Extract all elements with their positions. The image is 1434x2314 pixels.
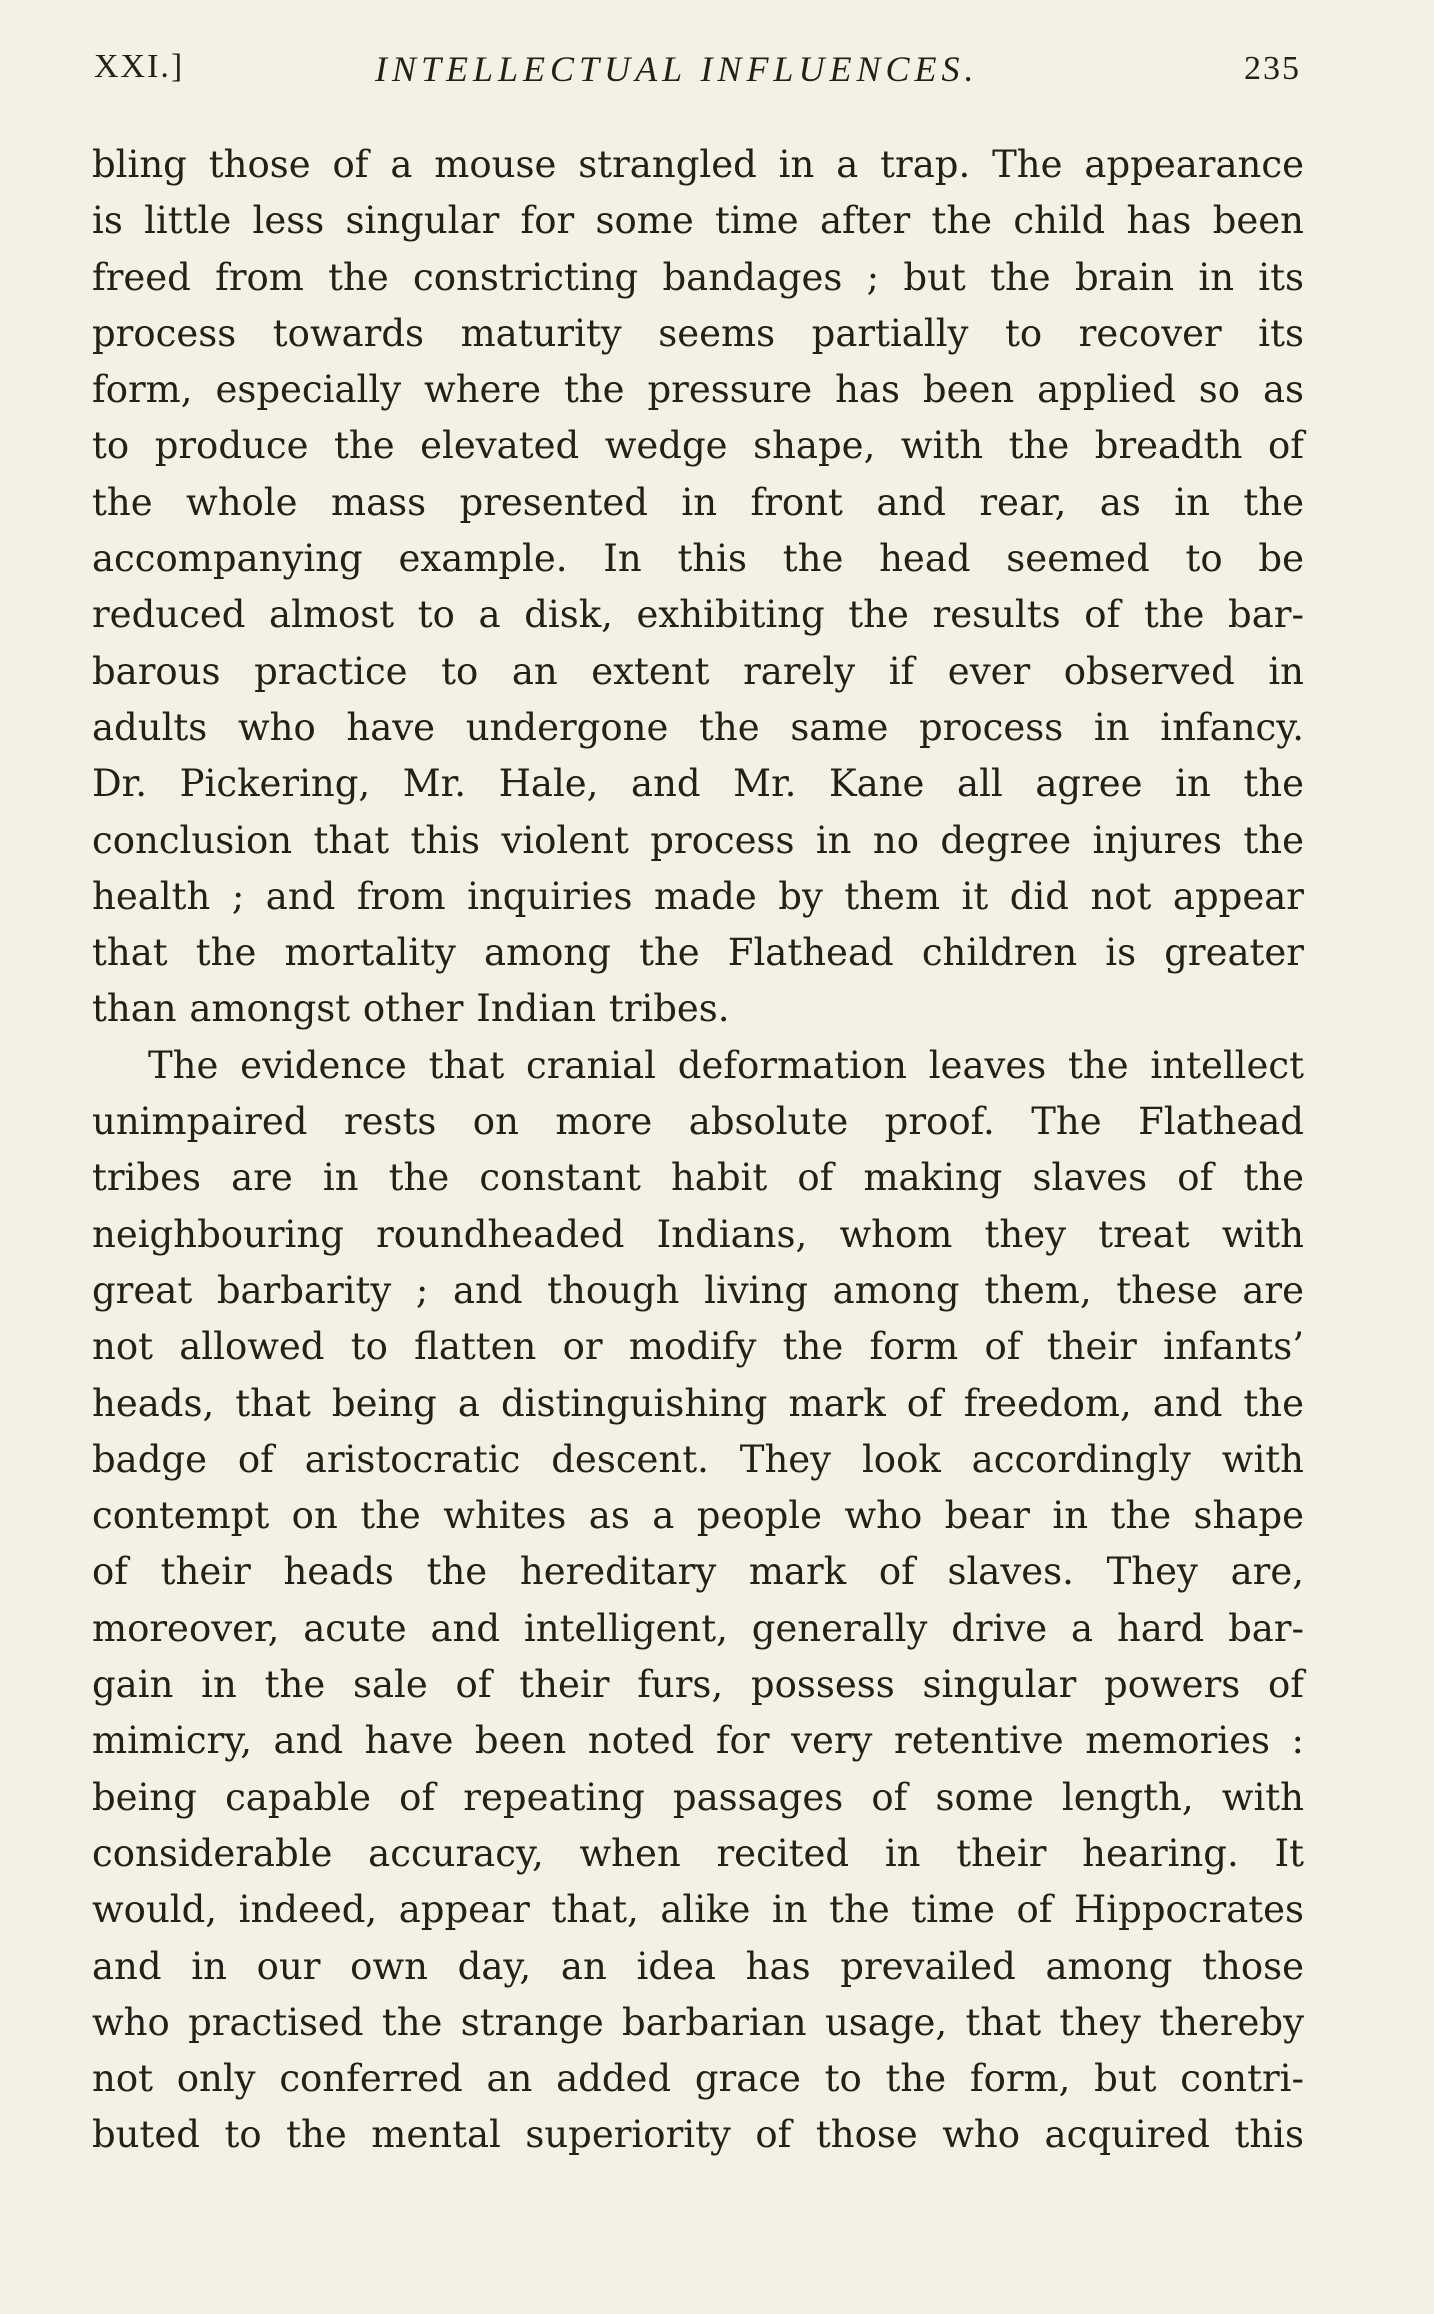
text-line: moreover, acute and intelligent, generally drive a hard bar-: [92, 1606, 1304, 1650]
text-line: accompanying example. In this the head seemed to be: [92, 537, 1304, 581]
text-line: adults who have undergone the same process in infancy.: [92, 705, 1304, 749]
text-line: would, indeed, appear that, alike in the time of Hippocrates: [92, 1888, 1304, 1932]
text-line: is little less singular for some time after the child has been: [92, 199, 1304, 243]
text-line: buted to the mental superiority of those who acquired this: [92, 2113, 1304, 2157]
text-line: considerable accuracy, when recited in their hearing. It: [92, 1831, 1304, 1875]
text-line: to produce the elevated wedge shape, with the breadth of: [92, 424, 1304, 468]
text-line: neighbouring roundheaded Indians, whom they treat with: [92, 1212, 1304, 1256]
running-head: [0, 44, 1434, 104]
running-title: INTELLECTUAL INFLUENCES.: [375, 49, 979, 89]
text-line: reduced almost to a disk, exhibiting the results of the bar-: [92, 593, 1304, 637]
text-line: conclusion that this violent process in no degree injures the: [92, 818, 1304, 862]
text-line: bling those of a mouse strangled in a trap. The appearance: [92, 143, 1304, 186]
text-line: badge of aristocratic descent. They look accordingly with: [92, 1437, 1304, 1481]
text-line: gain in the sale of their furs, possess singular powers of: [92, 1663, 1304, 1707]
paragraph-end-line: than amongst other Indian tribes.: [92, 987, 730, 1031]
text-line: not allowed to flatten or modify the form of their infants’: [92, 1325, 1304, 1369]
text-line: tribes are in the constant habit of making slaves of the: [92, 1156, 1304, 1200]
text-line: barous practice to an extent rarely if ever observed in: [92, 649, 1304, 693]
text-line: great barbarity ; and though living among them, these are: [92, 1268, 1304, 1312]
paragraph-first-line: The evidence that cranial deformation leaves the intellect: [148, 1043, 1304, 1087]
text-line: form, especially where the pressure has been applied so as: [92, 368, 1304, 412]
text-line: that the mortality among the Flathead children is greater: [92, 931, 1304, 975]
text-line: and in our own day, an idea has prevailed among those: [92, 1944, 1304, 1988]
text-line: who practised the strange barbarian usage, that they thereby: [92, 2000, 1304, 2044]
page-number: 235: [1244, 50, 1301, 87]
text-line: mimicry, and have been noted for very retentive memories :: [92, 1719, 1304, 1763]
body-text: [92, 137, 1304, 2164]
text-line: freed from the constricting bandages ; but the brain in its: [92, 255, 1304, 299]
text-line: unimpaired rests on more absolute proof. The Flathead: [92, 1100, 1304, 1144]
text-line: health ; and from inquiries made by them it did not appear: [92, 874, 1304, 918]
text-line: Dr. Pickering, Mr. Hale, and Mr. Kane all agree in the: [92, 762, 1304, 806]
text-line: being capable of repeating passages of some length, with: [92, 1775, 1304, 1819]
text-line: of their heads the hereditary mark of slaves. They are,: [92, 1550, 1304, 1594]
text-line: contempt on the whites as a people who bear in the shape: [92, 1494, 1304, 1538]
chapter-marker: XXI.]: [94, 48, 185, 85]
text-line: not only conferred an added grace to the form, but contri-: [92, 2057, 1304, 2101]
text-line: the whole mass presented in front and rear, as in the: [92, 480, 1304, 524]
text-line: process towards maturity seems partially to recover its: [92, 311, 1304, 355]
text-line: heads, that being a distinguishing mark of freedom, and the: [92, 1381, 1304, 1425]
